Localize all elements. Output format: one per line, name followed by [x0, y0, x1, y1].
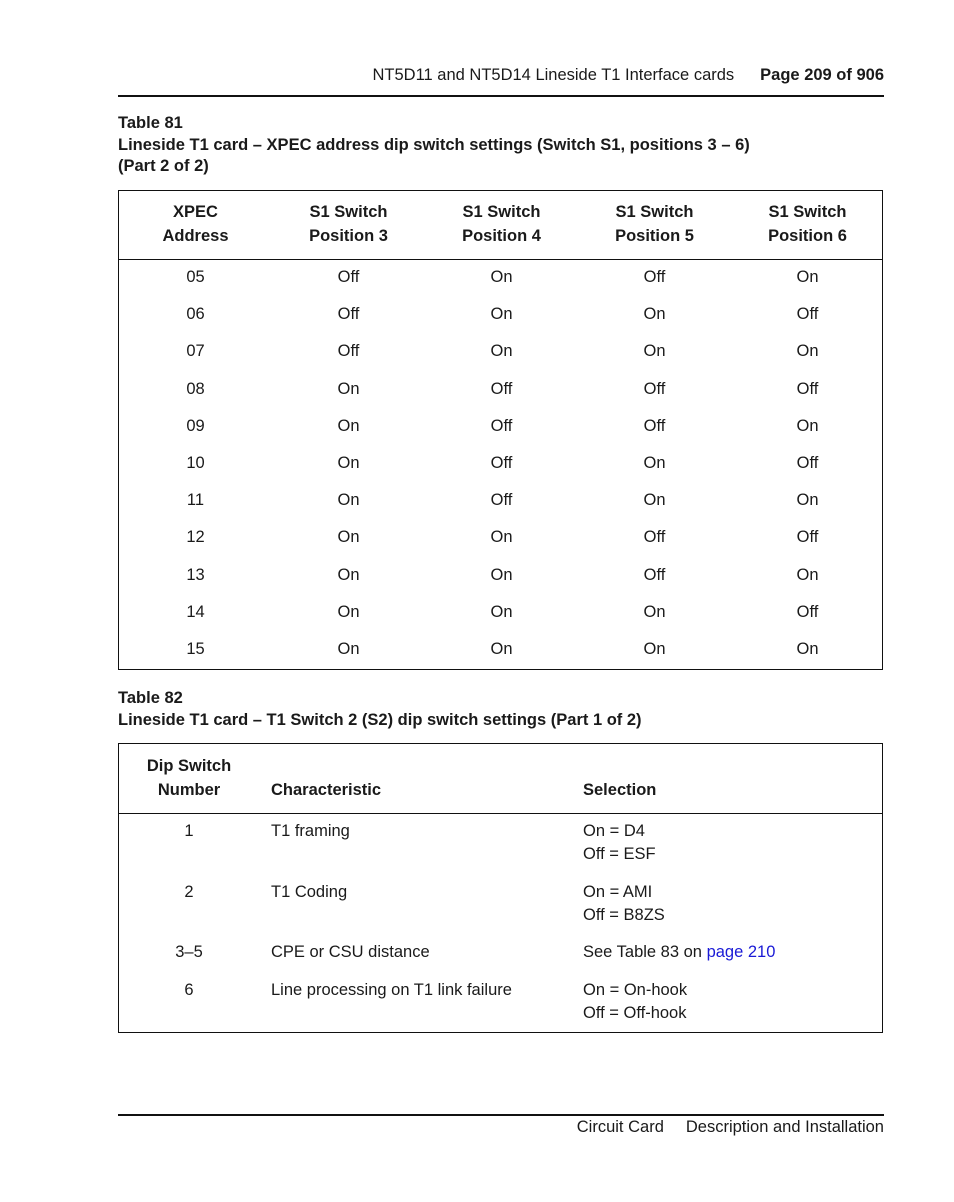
cell-position-5: Off	[643, 379, 666, 398]
cell-position-6: Off	[796, 528, 819, 547]
header-line: Position 3	[309, 227, 388, 245]
header-position-6	[731, 200, 884, 248]
selection	[583, 820, 656, 866]
header-line: Address	[162, 227, 229, 245]
header-position-4	[425, 200, 578, 248]
document-title: NT5D11 and NT5D14 Lineside T1 Interface cards	[372, 66, 735, 84]
dip-switch-number: 1	[184, 822, 194, 840]
header-line: XPEC	[173, 203, 218, 221]
table-row	[119, 415, 882, 452]
table-row	[119, 526, 882, 563]
cell-position-5: On	[643, 640, 666, 658]
table81	[118, 190, 883, 670]
cell-position-6: On	[796, 640, 819, 658]
selection-line: On = On-hook	[583, 981, 688, 999]
header-line: Dip Switch	[146, 757, 232, 775]
table81-part: (Part 2 of 2)	[118, 157, 209, 175]
cell-position-3: On	[337, 602, 360, 621]
header-line: S1 Switch	[615, 203, 694, 221]
cell-xpec-address: 14	[186, 602, 205, 621]
table82-title: Lineside T1 card – T1 Switch 2 (S2) dip switch settings (Part 1 of 2)	[118, 710, 642, 729]
cell-position-3: On	[337, 528, 360, 547]
header-line: Position 4	[462, 227, 541, 245]
cell-xpec-address: 15	[186, 640, 205, 658]
table-row	[119, 564, 882, 601]
cell-xpec-address: 05	[186, 268, 205, 286]
header-position-3	[272, 200, 425, 248]
page-210-link[interactable]: page 210	[706, 943, 776, 961]
header-line: S1 Switch	[462, 203, 541, 221]
table-row	[119, 601, 882, 638]
selection-text: See Table 83 on	[583, 943, 707, 961]
cell-position-6: On	[796, 416, 819, 435]
cell-position-6: Off	[796, 454, 819, 472]
cell-position-6: Off	[796, 305, 819, 324]
table81-header	[119, 191, 882, 260]
cell-position-4: On	[490, 528, 513, 547]
cell-xpec-address: 11	[186, 491, 205, 510]
cell-position-4: On	[490, 640, 513, 658]
cell-position-5: Off	[643, 416, 666, 435]
cell-position-3: Off	[337, 268, 360, 286]
cell-xpec-address: 13	[186, 565, 205, 584]
cell-xpec-address: 08	[186, 379, 205, 398]
table-row	[119, 452, 882, 489]
table81-title: Lineside T1 card – XPEC address dip switch settings (Switch S1, positions 3 – 6)	[118, 135, 750, 154]
header-line: S1 Switch	[309, 203, 388, 221]
cell-xpec-address: 12	[186, 528, 205, 547]
header-xpec-address	[119, 200, 272, 248]
page-footer	[118, 1118, 884, 1137]
cell-position-5: On	[643, 454, 666, 472]
selection-line: Off = Off-hook	[583, 1004, 687, 1022]
cell-position-3: Off	[337, 342, 360, 361]
cell-position-3: On	[337, 454, 360, 472]
header-selection: Selection	[583, 781, 657, 799]
dip-switch-number: 3–5	[175, 943, 203, 961]
dip-switch-number: 2	[184, 883, 194, 901]
table81-number: Table 81	[118, 114, 183, 132]
selection	[583, 881, 665, 927]
cell-position-3: On	[337, 379, 360, 398]
table-row	[119, 340, 882, 377]
cell-position-6: On	[796, 491, 819, 510]
table82-caption	[118, 688, 642, 731]
cell-position-3: On	[337, 416, 360, 435]
cell-position-6: Off	[796, 602, 819, 621]
characteristic: T1 framing	[271, 822, 350, 840]
table-row	[119, 378, 882, 415]
cell-position-5: Off	[643, 268, 666, 286]
header-position-5	[578, 200, 731, 248]
cell-position-3: On	[337, 565, 360, 584]
cell-xpec-address: 07	[186, 342, 205, 361]
selection-line: On = D4	[583, 822, 645, 840]
cell-position-3: On	[337, 640, 360, 658]
cell-position-4: Off	[490, 416, 513, 435]
header-line: Position 5	[615, 227, 694, 245]
header-line: Number	[157, 781, 221, 799]
cell-position-4: On	[490, 565, 513, 584]
cell-position-3: On	[337, 491, 360, 510]
cell-position-6: On	[796, 268, 819, 286]
cell-position-4: Off	[490, 379, 513, 398]
cell-position-4: On	[490, 305, 513, 324]
table-row	[119, 303, 882, 340]
characteristic: Line processing on T1 link failure	[271, 981, 512, 999]
cell-position-4: Off	[490, 491, 513, 510]
header-rule	[118, 95, 884, 97]
table82-number: Table 82	[118, 689, 183, 707]
table-row	[119, 266, 882, 303]
cell-position-5: On	[643, 602, 666, 621]
header-characteristic: Characteristic	[271, 781, 382, 799]
selection-line: Off = B8ZS	[583, 906, 665, 924]
cell-position-5: Off	[643, 528, 666, 547]
cell-position-6: On	[796, 342, 819, 361]
footer-left: Circuit Card	[576, 1118, 664, 1136]
table-row	[119, 489, 882, 526]
selection	[583, 941, 775, 964]
cell-position-5: On	[643, 491, 666, 510]
dip-switch-number: 6	[184, 981, 194, 999]
cell-position-5: Off	[643, 565, 666, 584]
selection-line: Off = ESF	[583, 845, 656, 863]
cell-position-3: Off	[337, 305, 360, 324]
selection	[583, 979, 687, 1025]
cell-xpec-address: 10	[186, 454, 205, 472]
table-row	[119, 638, 882, 675]
page-number: Page 209 of 906	[760, 66, 884, 84]
cell-position-4: On	[490, 268, 513, 286]
cell-position-5: On	[643, 305, 666, 324]
header-line: Position 6	[768, 227, 847, 245]
footer-right: Description and Installation	[685, 1118, 884, 1136]
characteristic: CPE or CSU distance	[271, 943, 430, 961]
cell-xpec-address: 06	[186, 305, 205, 324]
header-line: S1 Switch	[768, 203, 847, 221]
characteristic: T1 Coding	[271, 883, 348, 901]
cell-xpec-address: 09	[186, 416, 205, 435]
table81-caption	[118, 113, 750, 178]
cell-position-4: On	[490, 602, 513, 621]
cell-position-5: On	[643, 342, 666, 361]
footer-rule	[118, 1114, 884, 1116]
selection-line: On = AMI	[583, 883, 653, 901]
table82-header	[119, 744, 882, 814]
cell-position-6: Off	[796, 379, 819, 398]
page-header	[118, 66, 884, 88]
header-dip-switch-number	[119, 754, 259, 802]
cell-position-4: On	[490, 342, 513, 361]
table82	[118, 743, 883, 1033]
cell-position-6: On	[796, 565, 819, 584]
cell-position-4: Off	[490, 454, 513, 472]
